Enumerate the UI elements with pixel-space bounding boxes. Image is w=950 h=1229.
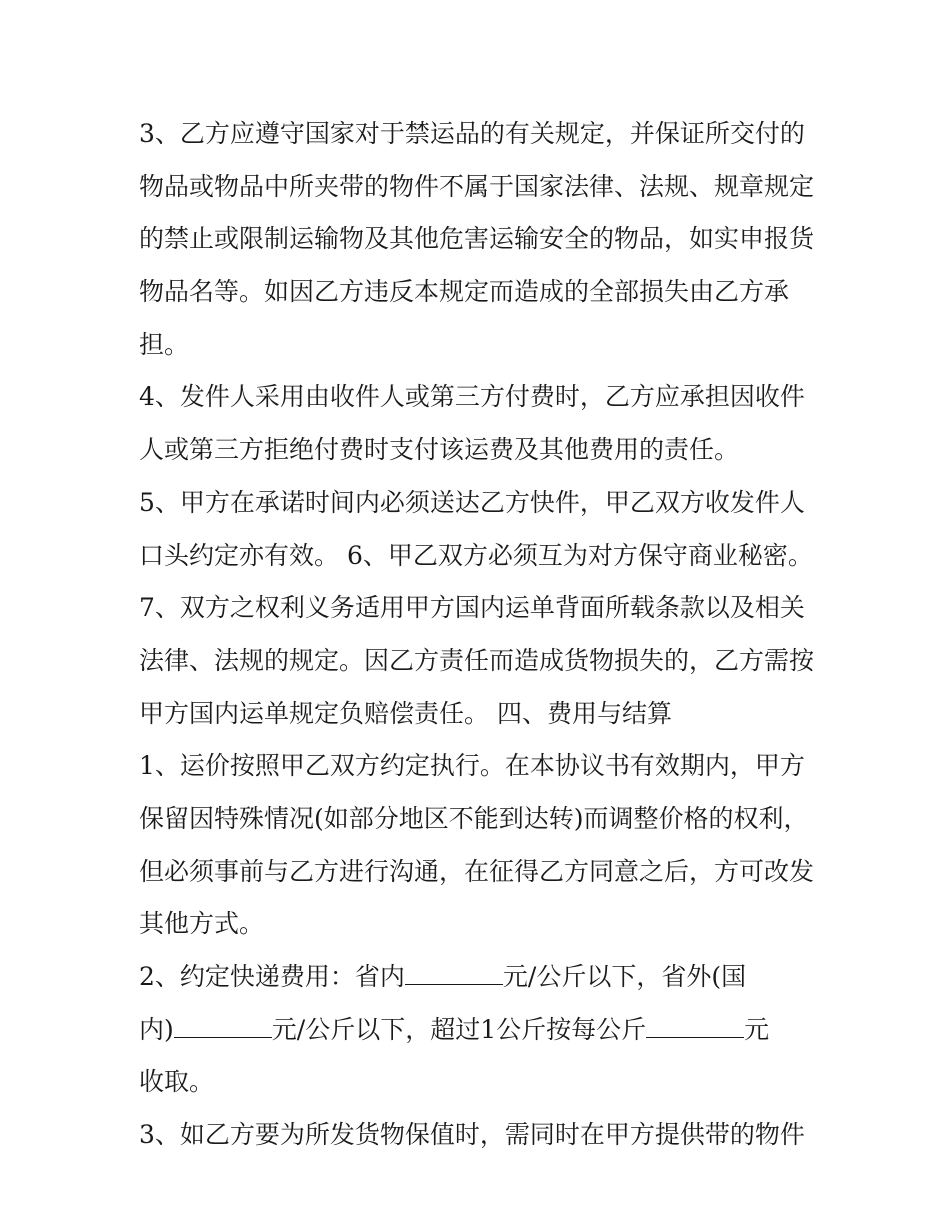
text-line: 7、双方之权利义务适用甲方国内运单背面所载条款以及相关: [139, 593, 805, 623]
text-line: 3、乙方应遵守国家对于禁运品的有关规定，并保证所交付的: [139, 119, 805, 148]
fee-line: [139, 1004, 819, 1057]
text-line: 4、发件人采用由收件人或第三方付费时，乙方应承担因收件: [139, 382, 805, 412]
text-line: 其他方式。: [139, 909, 265, 939]
text-line: 物品或物品中所夹带的物件不属于国家法律、法规、规章规定: [139, 171, 815, 201]
fill-in-blank: [646, 1015, 744, 1038]
text-line: 但必须事前与乙方进行沟通，在征得乙方同意之后，方可改发: [139, 856, 815, 886]
text-line: 的禁止或限制运输物及其他危害运输安全的物品，如实申报货: [139, 224, 815, 254]
text-line: 法律、法规的规定。因乙方责任而造成货物损失的，乙方需按: [139, 645, 815, 675]
text-line: 甲方国内运单规定负赔偿责任。 四、费用与结算: [139, 698, 672, 728]
text-line: 人或第三方拒绝付费时支付该运费及其他费用的责任。: [139, 435, 740, 465]
text-line: 担。: [139, 329, 190, 359]
text-line: 口头约定亦有效。 6、甲乙双方必须互为对方保守商业秘密。: [139, 540, 813, 570]
fee-text: 元/公斤以下，省外(国: [502, 962, 747, 991]
fee-line: [139, 951, 819, 1004]
text-line: 物品名等。如因乙方违反本规定而造成的全部损失由乙方承: [139, 277, 790, 307]
text-line: 3、如乙方要为所发货物保值时，需同时在甲方提供带的物件: [139, 1120, 805, 1150]
document-body: [139, 108, 819, 1162]
fill-in-blank: [405, 962, 503, 985]
fill-in-blank: [174, 1015, 272, 1038]
text-line: 1、运价按照甲乙双方约定执行。在本协议书有效期内，甲方: [139, 751, 805, 781]
fee-text: 元: [744, 1014, 770, 1044]
fee-text: 2、约定快递费用：省内: [139, 962, 405, 991]
text-line: 收取。: [139, 1067, 215, 1097]
text-line: 保留因特殊情况(如部分地区不能到达转)而调整价格的权利，: [139, 803, 809, 833]
text-line: 5、甲方在承诺时间内必须送达乙方快件，甲乙双方收发件人: [139, 487, 805, 517]
fee-text: 内): [139, 1014, 174, 1044]
fee-text: 元/公斤以下，超过1公斤按每公斤: [271, 1014, 647, 1044]
